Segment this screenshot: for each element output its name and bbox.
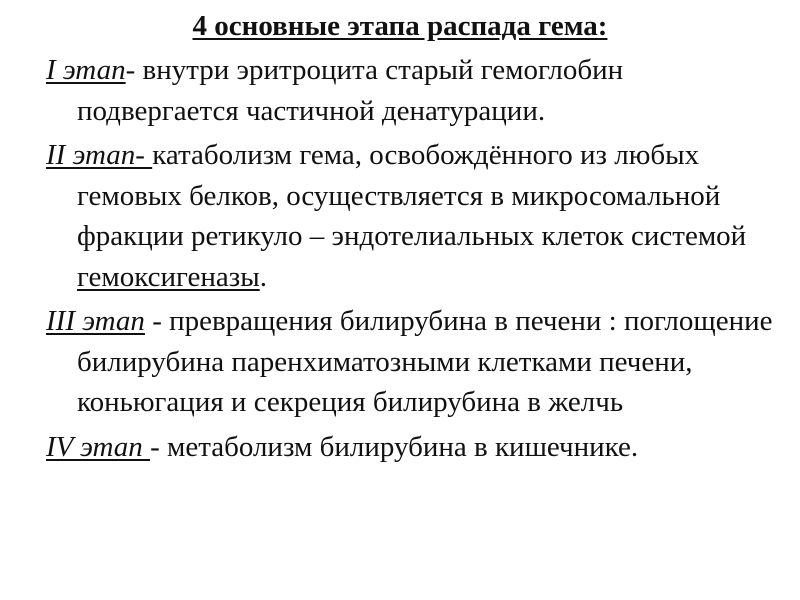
stages-list	[46, 50, 786, 471]
stage-1-label: I этап	[46, 54, 126, 86]
stage-3	[46, 301, 786, 423]
stage-4	[46, 427, 786, 468]
slide-title: 4 основные этапа распада гема:	[192, 10, 608, 42]
stage-2-text: катаболизм гема, освобождённого из любых гемовых белков, осуществляется в микросомальной фракции ретикуло – эндотелиальных клеток системой	[77, 139, 747, 252]
stage-1-text: - внутри эритроцита старый гемоглобин подвергается частичной денатурации.	[77, 54, 624, 127]
stage-2-tail: .	[259, 260, 267, 293]
stage-3-label: III этап	[46, 305, 145, 337]
stage-2-label: II этап-	[46, 139, 153, 171]
stage-4-text: - метаболизм билирубина в кишечнике.	[150, 430, 639, 463]
stage-2	[46, 135, 786, 297]
stage-3-text: - превращения билирубина в печени : поглощение билирубина паренхиматозными клетками печени, коньюгация и секреция билирубина в желчь	[77, 305, 773, 418]
stage-1	[46, 50, 786, 131]
stage-4-label: IV этап	[46, 430, 151, 463]
stage-2-term: гемоксигеназы	[77, 260, 260, 293]
